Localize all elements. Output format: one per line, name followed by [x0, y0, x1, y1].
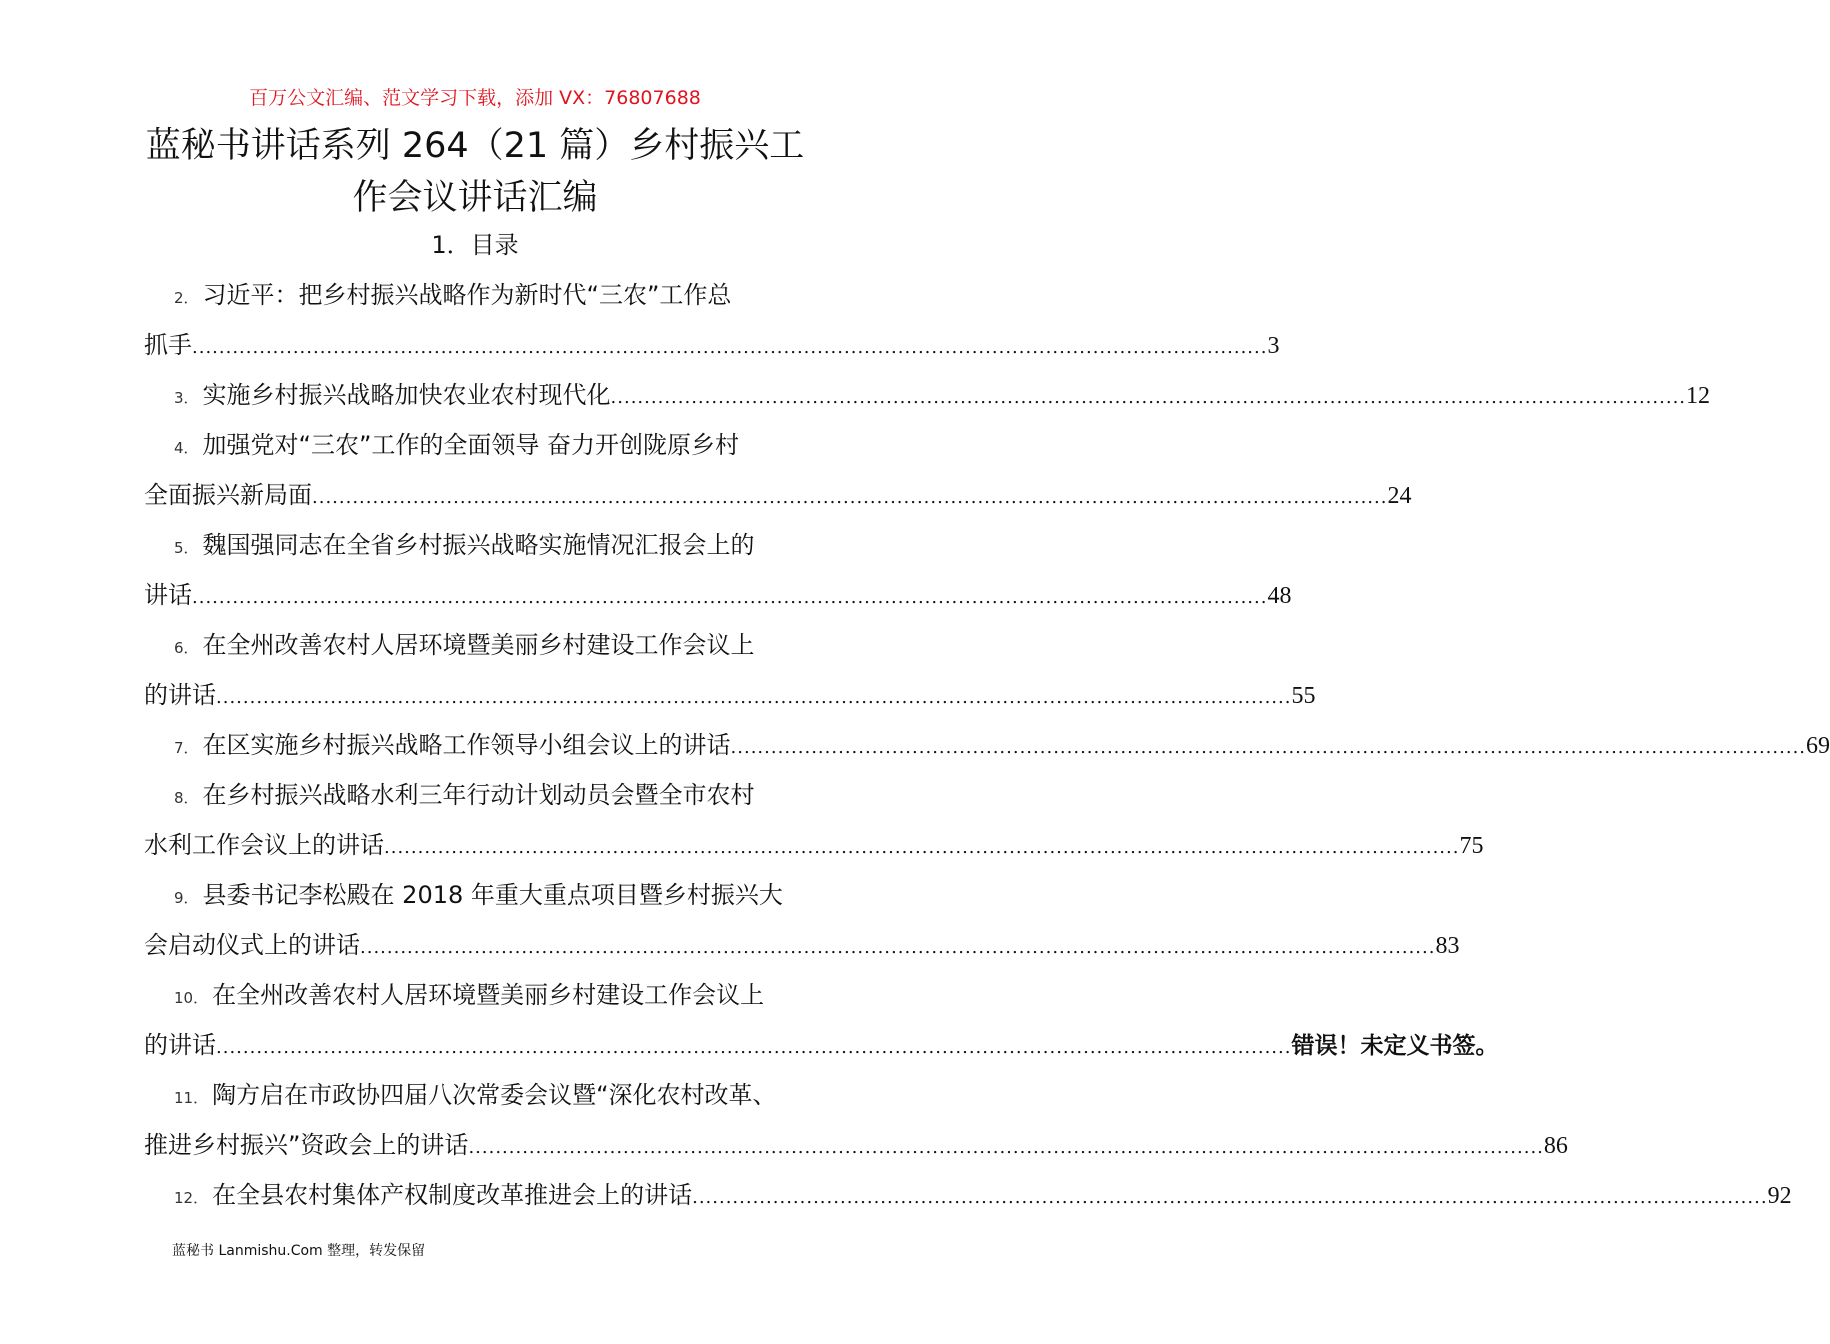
- toc-page-number: 12: [1686, 383, 1711, 409]
- toc-page-number: 3: [1267, 333, 1280, 359]
- toc-entry-number: 4．: [174, 439, 199, 457]
- footer-note: 蓝秘书 Lanmishu.Com 整理，转发保留: [172, 1243, 426, 1259]
- toc-entry-line: [144, 370, 1711, 420]
- toc-leader-dots: ................................................................................................................................................................: [312, 487, 1388, 508]
- toc-entry-line: [144, 820, 1484, 870]
- toc-entry-line: [144, 620, 806, 670]
- toc-leader-dots: ................................................................................................................................................................: [360, 937, 1436, 958]
- toc-entry-title: 讲话: [144, 581, 192, 609]
- toc-page-number: 86: [1543, 1133, 1568, 1159]
- toc-entry-line: [144, 570, 1292, 620]
- toc-entry-title: 的讲话: [144, 681, 216, 709]
- toc-entry[interactable]: [144, 270, 1280, 370]
- toc-entry-title: 在区实施乡村振兴战略工作领导小组会议上的讲话: [202, 731, 731, 759]
- toc-leader-dots: ................................................................................................................................................................: [468, 1137, 1544, 1158]
- toc-leader-dots: ................................................................................................................................................................: [692, 1187, 1768, 1208]
- toc-entry-line: [144, 1120, 1568, 1170]
- toc-entry-title: 加强党对“三农”工作的全面领导 奋力开创陇原乡村: [202, 431, 740, 459]
- toc-heading: 1．目录: [431, 231, 519, 259]
- toc-entry-line: [144, 320, 1280, 370]
- toc-entry-line: [144, 970, 806, 1020]
- toc-entry-line: [144, 870, 806, 920]
- toc-entry-title: 水利工作会议上的讲话: [144, 831, 384, 859]
- toc-entry-title: 抓手: [144, 331, 192, 359]
- toc-entry-title: 实施乡村振兴战略加快农业农村现代化: [202, 381, 611, 409]
- toc-entry-title: 在全州改善农村人居环境暨美丽乡村建设工作会议上: [212, 981, 765, 1009]
- toc-page-number: 24: [1387, 483, 1412, 509]
- toc-entry[interactable]: [144, 970, 1499, 1070]
- toc-entry-number: 3．: [174, 389, 199, 407]
- toc-page-number: 69: [1806, 733, 1830, 759]
- toc-entry-line: [144, 470, 1412, 520]
- toc-entry[interactable]: [144, 1170, 1792, 1220]
- toc-entry-title: 的讲话: [144, 1031, 216, 1059]
- toc-entry-line: [144, 520, 806, 570]
- toc-entry[interactable]: [144, 1070, 1568, 1170]
- toc-entry-title: 会启动仪式上的讲话: [144, 931, 360, 959]
- toc-entry-number: 2．: [174, 289, 199, 307]
- toc-entry-line: [144, 1020, 1499, 1070]
- toc-entry-line: [144, 270, 806, 320]
- toc-entry-line: [144, 420, 806, 470]
- toc-entry[interactable]: [144, 620, 1316, 720]
- toc-entry-title: 魏国强同志在全省乡村振兴战略实施情况汇报会上的: [202, 531, 755, 559]
- toc-entry-title: 推进乡村振兴”资政会上的讲话: [144, 1131, 469, 1159]
- toc-page-number: 92: [1767, 1183, 1792, 1209]
- toc-page-number: 75: [1459, 833, 1484, 859]
- toc-entry-line: [144, 1170, 1792, 1220]
- toc-entry-number: 11．: [174, 1089, 209, 1107]
- toc-entry-line: [144, 720, 1830, 770]
- toc-leader-dots: ................................................................................................................................................................: [216, 1037, 1292, 1058]
- toc-entry-title: 习近平：把乡村振兴战略作为新时代“三农”工作总: [202, 281, 732, 309]
- toc-entry-line: [144, 770, 806, 820]
- toc-entry-title: 全面振兴新局面: [144, 481, 312, 509]
- toc-entry[interactable]: [144, 520, 1292, 620]
- toc-leader-dots: ................................................................................................................................................................: [216, 687, 1292, 708]
- toc-leader-dots: ................................................................................................................................................................: [610, 387, 1687, 408]
- toc-entry-number: 8．: [174, 789, 199, 807]
- toc-entry-title: 在全州改善农村人居环境暨美丽乡村建设工作会议上: [202, 631, 755, 659]
- toc-page-number: 48: [1267, 583, 1292, 609]
- toc-leader-dots: ................................................................................................................................................................: [192, 587, 1268, 608]
- toc-entry-title: 陶方启在市政协四届八次常委会议暨“深化农村改革、: [212, 1081, 777, 1109]
- toc-leader-dots: ................................................................................................................................................................: [730, 737, 1807, 758]
- table-of-contents: [144, 270, 1830, 1220]
- toc-page-number: 错误！未定义书签。: [1291, 1033, 1499, 1059]
- toc-entry-number: 5．: [174, 539, 199, 557]
- toc-entry[interactable]: [144, 870, 1460, 970]
- toc-entry-number: 7．: [174, 739, 199, 757]
- toc-entry-title: 在全县农村集体产权制度改革推进会上的讲话: [212, 1181, 693, 1209]
- toc-entry-number: 12．: [174, 1189, 209, 1207]
- toc-entry[interactable]: [144, 770, 1484, 870]
- toc-entry-number: 10．: [174, 989, 209, 1007]
- toc-leader-dots: ................................................................................................................................................................: [384, 837, 1460, 858]
- toc-entry-line: [144, 1070, 806, 1120]
- toc-leader-dots: ................................................................................................................................................................: [192, 337, 1268, 358]
- toc-entry-line: [144, 920, 1460, 970]
- toc-page-number: 55: [1291, 683, 1316, 709]
- toc-entry[interactable]: [144, 420, 1412, 520]
- title-line: 作会议讲话汇编: [352, 178, 598, 218]
- title-line: 蓝秘书讲话系列 264（21 篇）乡村振兴工: [145, 126, 805, 166]
- toc-entry-title: 在乡村振兴战略水利三年行动计划动员会暨全市农村: [202, 781, 755, 809]
- document-title: [100, 120, 850, 224]
- toc-entry-line: [144, 670, 1316, 720]
- promo-banner: 百万公文汇编、范文学习下载，添加 VX：76807688: [249, 87, 701, 109]
- toc-entry-number: 6．: [174, 639, 199, 657]
- toc-entry-title: 县委书记李松殿在 2018 年重大重点项目暨乡村振兴大: [202, 881, 783, 909]
- toc-entry[interactable]: [144, 370, 1711, 420]
- toc-page-number: 83: [1435, 933, 1460, 959]
- toc-entry-number: 9．: [174, 889, 199, 907]
- toc-entry[interactable]: [144, 720, 1830, 770]
